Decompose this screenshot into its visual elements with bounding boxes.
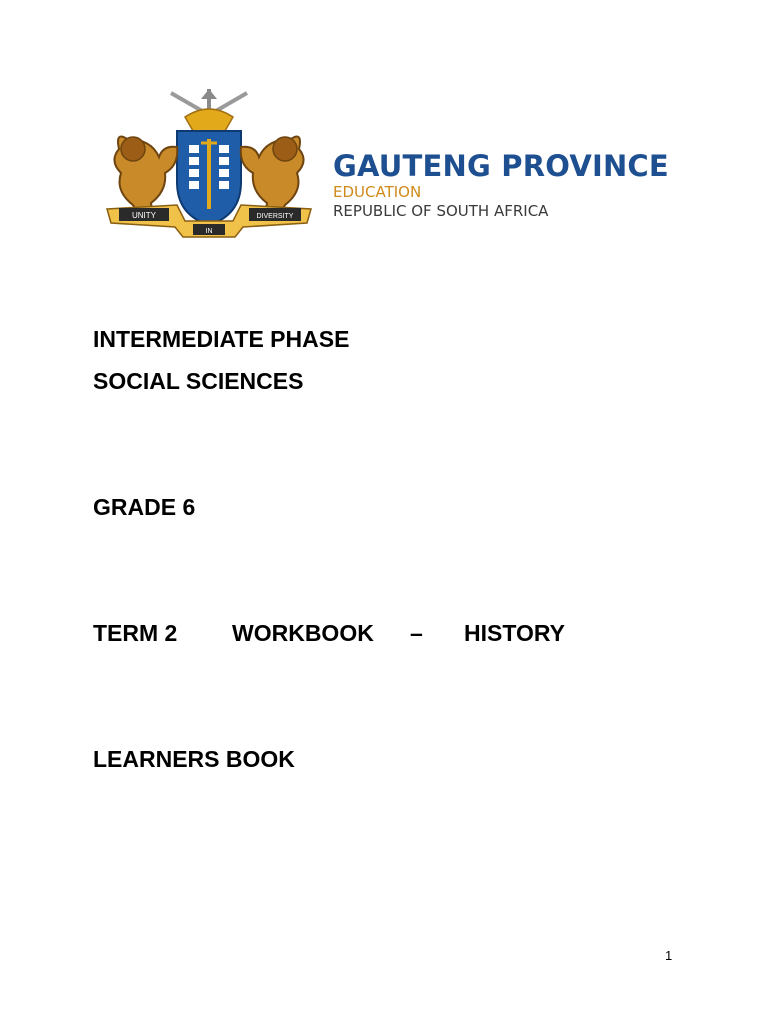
motto-right: DIVERSITY (256, 213, 294, 220)
page-number: 1 (665, 948, 673, 963)
dash-separator: – (410, 620, 423, 646)
banner-text (333, 149, 669, 221)
history-label: HISTORY (464, 620, 565, 646)
motto-mid: IN (205, 228, 213, 235)
header-banner (93, 87, 696, 240)
phase-heading: INTERMEDIATE PHASE (93, 326, 350, 352)
coat-of-arms-logo (93, 87, 325, 240)
subject-heading: SOCIAL SCIENCES (93, 368, 304, 394)
term-label: TERM 2 (93, 620, 178, 646)
country-label: REPUBLIC OF SOUTH AFRICA (333, 202, 549, 220)
department-label: EDUCATION (333, 183, 422, 201)
workbook-label: WORKBOOK (232, 620, 374, 646)
motto-left: UNITY (132, 211, 156, 220)
province-title: GAUTENG PROVINCE (333, 149, 669, 183)
grade-heading: GRADE 6 (93, 494, 196, 520)
book-type-heading: LEARNERS BOOK (93, 746, 295, 772)
term-line (93, 619, 593, 647)
